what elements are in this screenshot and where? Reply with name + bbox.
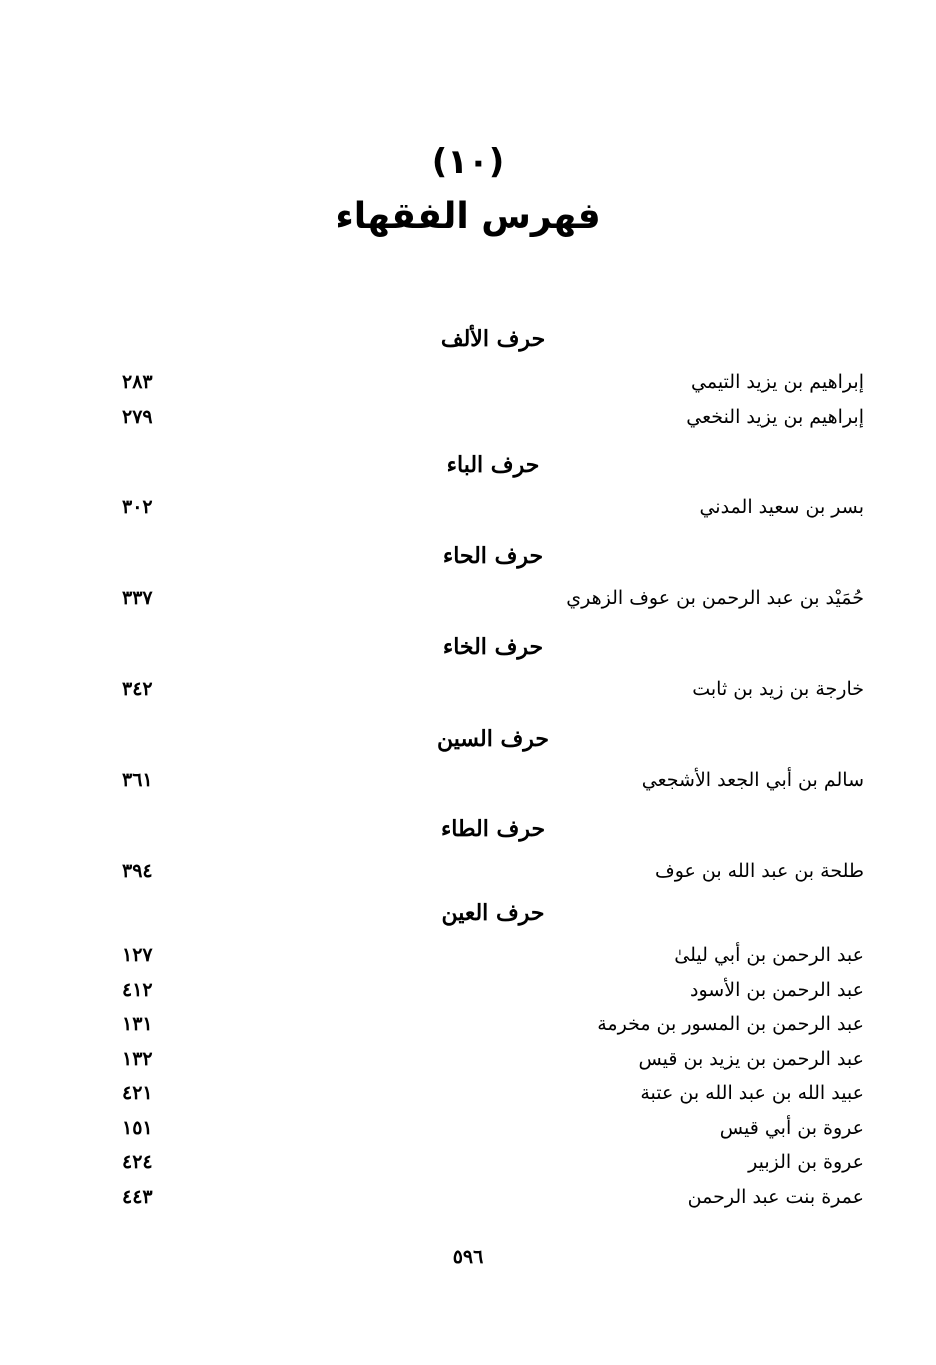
index-entry <box>112 1048 864 1078</box>
index-entry <box>112 1151 864 1181</box>
entry-page-number: ٣٦١ <box>122 769 153 791</box>
index-entry <box>112 406 864 436</box>
section-heading-sin: حرف السين <box>436 726 550 752</box>
entry-name: طلحة بن عبد الله بن عوف <box>655 860 864 882</box>
entry-name: عمرة بنت عبد الرحمن <box>687 1186 864 1208</box>
index-entry <box>112 944 864 974</box>
index-entry <box>112 371 864 401</box>
index-entry <box>112 587 864 617</box>
section-heading-ta: حرف الطاء <box>440 816 546 842</box>
index-entry <box>112 678 864 708</box>
section-heading-ha: حرف الحاء <box>442 543 544 569</box>
entry-page-number: ١٣٢ <box>122 1048 153 1070</box>
index-entry <box>112 860 864 890</box>
entry-name: عبيد الله بن عبد الله بن عتبة <box>640 1082 864 1104</box>
entry-page-number: ١٥١ <box>122 1117 153 1139</box>
entry-page-number: ٤٤٣ <box>122 1186 153 1208</box>
entry-name: إبراهيم بن يزيد النخعي <box>686 406 864 428</box>
entry-name: خارجة بن زيد بن ثابت <box>692 678 864 700</box>
entry-name: عبد الرحمن بن يزيد بن قيس <box>638 1048 864 1070</box>
entry-page-number: ١٢٧ <box>122 944 153 966</box>
entry-name: عبد الرحمن بن الأسود <box>690 979 864 1001</box>
entry-page-number: ١٣١ <box>122 1013 153 1035</box>
entry-name: حُمَيْد بن عبد الرحمن بن عوف الزهري <box>566 587 864 609</box>
index-entry <box>112 496 864 526</box>
page-title: فهرس الفقهاء <box>335 196 601 237</box>
entry-page-number: ٣٠٢ <box>122 496 153 518</box>
entry-page-number: ٤٢١ <box>122 1082 153 1104</box>
entry-page-number: ٣٤٢ <box>122 678 153 700</box>
section-heading-ayn: حرف العين <box>441 900 545 926</box>
index-entry <box>112 979 864 1009</box>
entry-page-number: ٣٩٤ <box>122 860 153 882</box>
index-entry <box>112 1013 864 1043</box>
entry-name: إبراهيم بن يزيد التيمي <box>691 371 864 393</box>
entry-page-number: ٣٣٧ <box>122 587 153 609</box>
entry-page-number: ٢٧٩ <box>122 406 153 428</box>
entry-page-number: ٢٨٣ <box>122 371 153 393</box>
entry-page-number: ٤١٢ <box>122 979 153 1001</box>
entry-page-number: ٤٢٤ <box>122 1151 153 1173</box>
index-entry <box>112 1117 864 1147</box>
index-entry <box>112 1186 864 1216</box>
entry-name: عبد الرحمن بن أبي ليلىٰ <box>674 944 864 966</box>
page-number: ٥٩٦ <box>452 1246 484 1268</box>
index-entry <box>112 769 864 799</box>
entry-name: عبد الرحمن بن المسور بن مخرمة <box>597 1013 864 1035</box>
chapter-number: (١٠) <box>431 142 505 182</box>
section-heading-kha: حرف الخاء <box>442 634 544 660</box>
section-heading-ba: حرف الباء <box>446 452 540 478</box>
index-entry <box>112 1082 864 1112</box>
entry-name: عروة بن الزبير <box>748 1151 864 1173</box>
entry-name: سالم بن أبي الجعد الأشجعي <box>641 769 864 791</box>
entry-name: بسر بن سعيد المدني <box>699 496 864 518</box>
entry-name: عروة بن أبي قيس <box>719 1117 864 1139</box>
section-heading-alif: حرف الألف <box>440 326 546 352</box>
